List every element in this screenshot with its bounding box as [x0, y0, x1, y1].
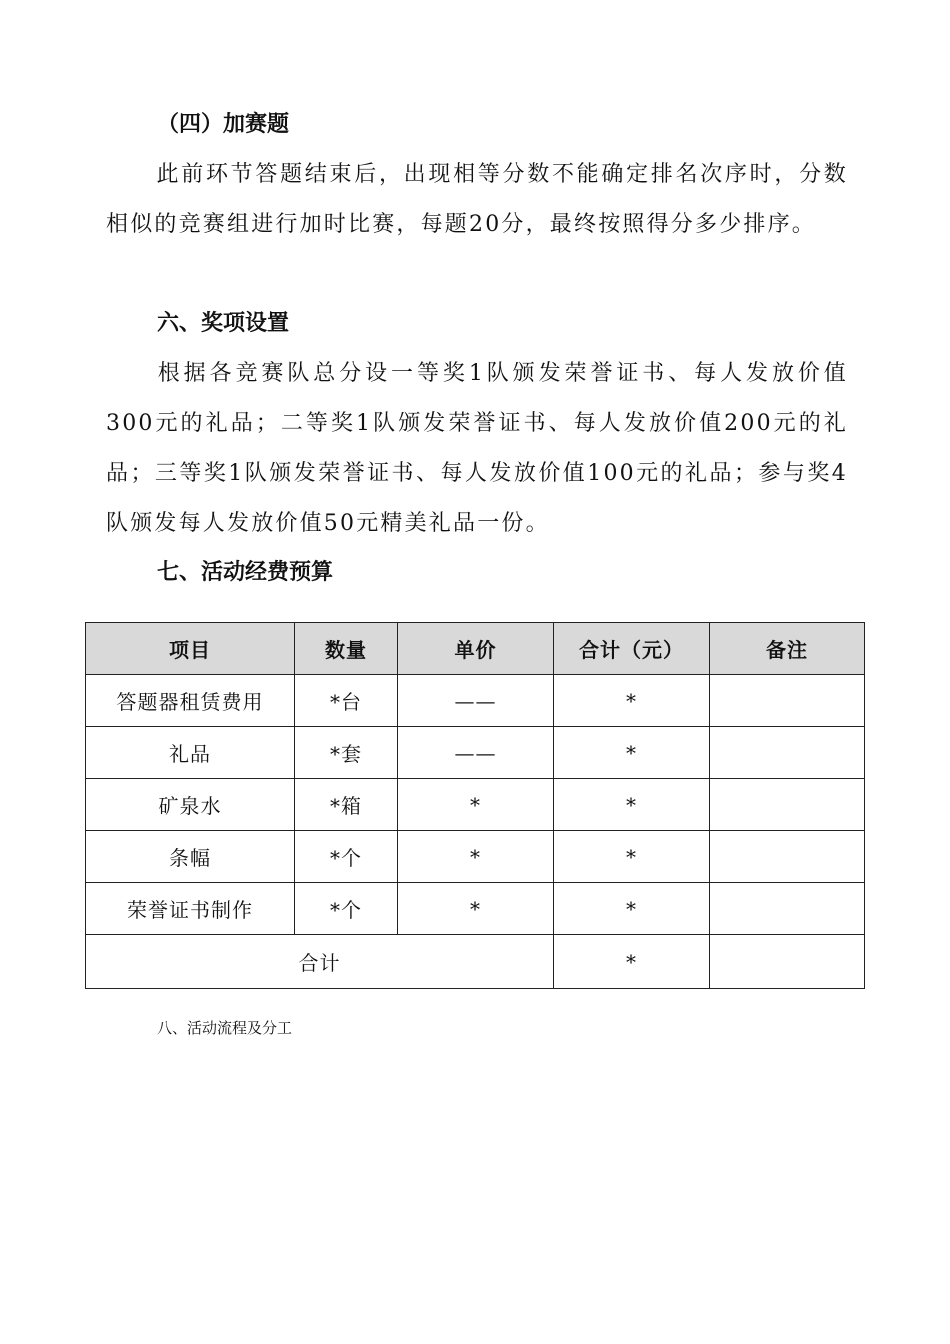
section-4-heading: （四）加赛题: [157, 112, 290, 137]
header-quantity: 数量: [295, 623, 398, 675]
cell-total: *: [554, 831, 710, 883]
cell-item: 条幅: [86, 831, 295, 883]
cell-item: 礼品: [86, 727, 295, 779]
cell-item: 矿泉水: [86, 779, 295, 831]
cell-item: 答题器租赁费用: [86, 675, 295, 727]
section-6-body: [106, 349, 848, 549]
cell-note: [710, 675, 865, 727]
cell-quantity: *台: [295, 675, 398, 727]
cell-unit-price: *: [398, 779, 554, 831]
cell-note: [710, 779, 865, 831]
cell-note: [710, 727, 865, 779]
cell-unit-price: *: [398, 831, 554, 883]
cell-sum-label: 合计: [86, 935, 554, 989]
header-total: 合计（元）: [554, 623, 710, 675]
section-6-heading: 六、奖项设置: [157, 311, 290, 336]
cell-total: *: [554, 675, 710, 727]
table-row: [86, 727, 865, 779]
cell-quantity: *个: [295, 883, 398, 935]
cell-total: *: [554, 883, 710, 935]
header-item: 项目: [86, 623, 295, 675]
table-row: [86, 675, 865, 727]
section-4-text: 此前环节答题结束后，出现相等分数不能确定排名次序时，分数相似的竞赛组进行加时比赛，每题20分，最终按照得分多少排序。: [106, 162, 848, 237]
table-sum-row: [86, 935, 865, 989]
cell-total: *: [554, 727, 710, 779]
cell-note: [710, 883, 865, 935]
table-row: [86, 779, 865, 831]
header-note: 备注: [710, 623, 865, 675]
cell-unit-price: ——: [398, 675, 554, 727]
cell-note: [710, 831, 865, 883]
header-unit-price: 单价: [398, 623, 554, 675]
cell-quantity: *箱: [295, 779, 398, 831]
section-6-text: 根据各竞赛队总分设一等奖1队颁发荣誉证书、每人发放价值300元的礼品；二等奖1队颁发荣誉证书、每人发放价值200元的礼品；三等奖1队颁发荣誉证书、每人发放价值100元的礼品；参与奖4队颁发每人发放价值50元精美礼品一份。: [106, 361, 848, 536]
budget-table: [85, 622, 865, 989]
section-4-body: [106, 150, 848, 300]
cell-unit-price: ——: [398, 727, 554, 779]
cell-sum-total: *: [554, 935, 710, 989]
cell-quantity: *个: [295, 831, 398, 883]
budget-table-header-row: [86, 623, 865, 675]
section-7-heading: 七、活动经费预算: [157, 560, 334, 585]
cell-quantity: *套: [295, 727, 398, 779]
cell-item: 荣誉证书制作: [86, 883, 295, 935]
table-row: [86, 883, 865, 935]
cell-total: *: [554, 779, 710, 831]
cell-unit-price: *: [398, 883, 554, 935]
cell-sum-note: [710, 935, 865, 989]
section-8-heading: 八、活动流程及分工: [157, 1019, 293, 1037]
table-row: [86, 831, 865, 883]
